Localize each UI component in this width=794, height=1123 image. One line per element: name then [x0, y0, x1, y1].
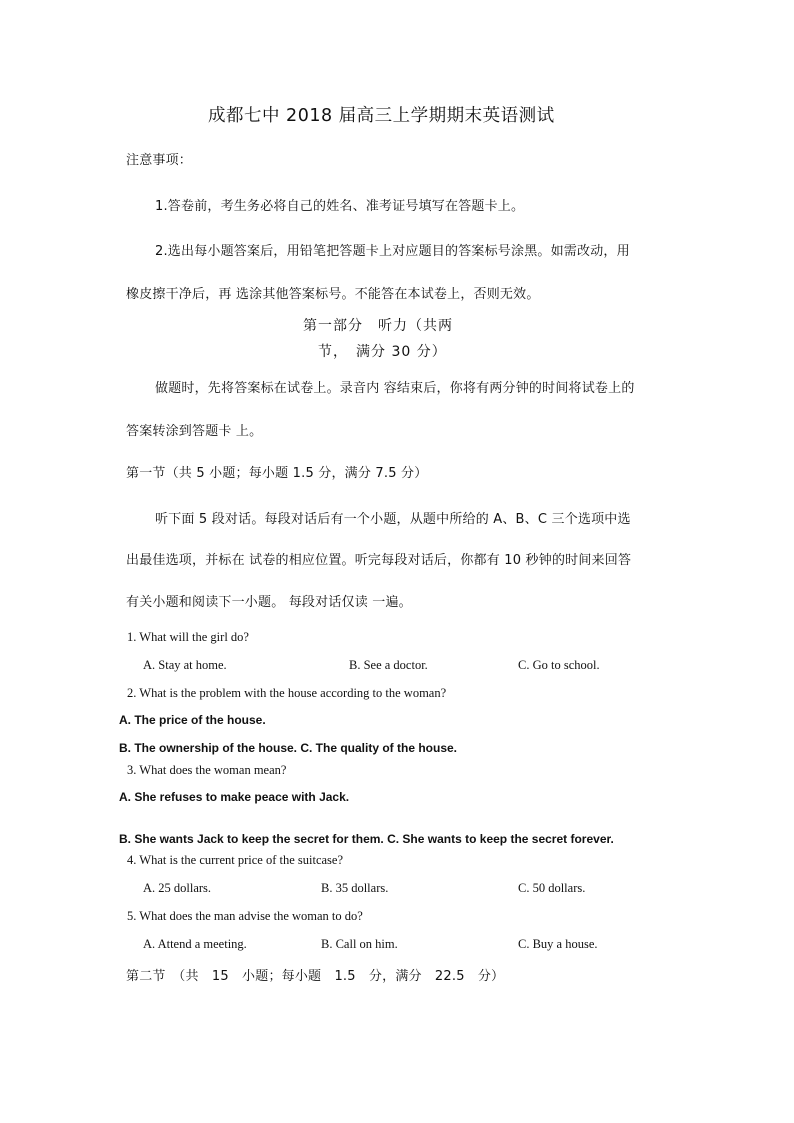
question-3-stem: 3. What does the woman mean?	[127, 763, 287, 777]
question-1-option-a: A. Stay at home.	[143, 658, 227, 672]
question-4-option-b: B. 35 dollars.	[321, 881, 389, 895]
section2-heading: 第二节 （共 15 小题；每小题 1.5 分，满分 22.5 分）	[126, 969, 505, 984]
page-title: 成都七中 2018 届高三上学期期末英语测试	[208, 106, 555, 126]
notice-item-2-line-2: 橡皮擦干净后，再 选涂其他答案标号。不能答在本试卷上，否则无效。	[126, 287, 540, 302]
question-4-stem: 4. What is the current price of the suitcase?	[127, 853, 344, 867]
part1-heading-line-1: 第一部分 听力（共两	[303, 318, 453, 334]
notice-heading: 注意事项：	[126, 153, 193, 168]
question-5-option-b: B. Call on him.	[321, 937, 398, 951]
question-1-stem: 1. What will the girl do?	[127, 630, 249, 644]
question-2-stem: 2. What is the problem with the house according to the woman?	[127, 686, 447, 700]
part1-intro-line-2: 答案转涂到答题卡 上。	[126, 424, 263, 439]
question-5-stem: 5. What does the man advise the woman to do?	[127, 909, 363, 923]
question-4-option-a: A. 25 dollars.	[143, 881, 212, 895]
question-3-options-b-c: B. She wants Jack to keep the secret for them. C. She wants to keep the secret forever.	[119, 832, 614, 846]
notice-item-2-line-1: 2.选出每小题答案后，用铅笔把答题卡上对应题目的答案标号涂黑。如需改动，用	[155, 244, 630, 259]
part1-intro-line-1: 做题时，先将答案标在试卷上。录音内 容结束后，你将有两分钟的时间将试卷上的	[155, 381, 635, 396]
notice-item-1: 1.答卷前，考生务必将自己的姓名、准考证号填写在答题卡上。	[155, 199, 525, 214]
section1-directions-line-2: 出最佳选项，并标在 试卷的相应位置。听完每段对话后，你都有 10 秒钟的时间来回答	[126, 553, 632, 568]
section1-directions-line-1: 听下面 5 段对话。每段对话后有一个小题，从题中所给的 A、B、C 三个选项中选	[155, 512, 631, 527]
question-5-option-a: A. Attend a meeting.	[143, 937, 247, 951]
question-2-option-a: A. The price of the house.	[119, 713, 266, 727]
question-1-option-c: C. Go to school.	[518, 658, 600, 672]
section1-heading: 第一节（共 5 小题；每小题 1.5 分，满分 7.5 分）	[126, 466, 428, 481]
question-1-option-b: B. See a doctor.	[349, 658, 428, 672]
part1-heading-line-2: 节， 满分 30 分）	[318, 344, 447, 360]
question-3-option-a: A. She refuses to make peace with Jack.	[119, 790, 350, 804]
question-2-options-b-c: B. The ownership of the house. C. The quality of the house.	[119, 741, 458, 755]
section1-directions-line-3: 有关小题和阅读下一小题。 每段对话仅读 一遍。	[126, 595, 412, 610]
question-5-option-c: C. Buy a house.	[518, 937, 598, 951]
question-4-option-c: C. 50 dollars.	[518, 881, 586, 895]
